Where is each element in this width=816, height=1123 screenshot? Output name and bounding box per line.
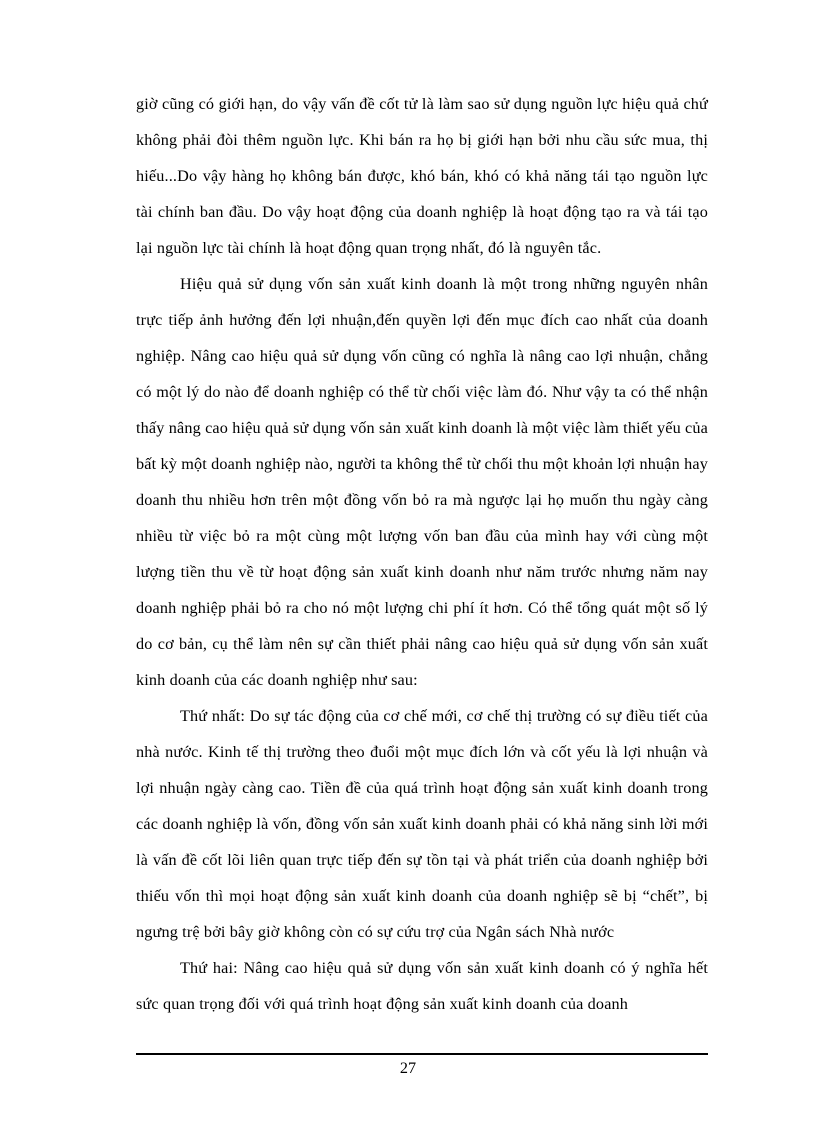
paragraph: Thứ hai: Nâng cao hiệu quả sử dụng vốn sản xuất kinh doanh có ý nghĩa hết sức quan trọng đối với quá trình hoạt động sản xuất kinh doanh của doanh	[136, 959, 708, 1013]
paragraph: Thứ nhất: Do sự tác động của cơ chế mới, cơ chế thị trường có sự điều tiết của nhà nước. Kinh tế thị trường theo đuổi một mục đích lớn và cốt yếu là lợi nhuận và lợi nhuận ngày càng cao. Tiền đề của quá trình hoạt động sản xuất kinh doanh trong các doanh nghiệp là vốn, đồng vốn sản xuất kinh doanh phải có khả năng sinh lời mới là vấn đề cốt lõi liên quan trực tiếp đến sự tồn tại và phát triển của doanh nghiệp bởi thiếu vốn thì mọi hoạt động sản xuất kinh doanh của doanh nghiệp sẽ bị “chết”, bị ngưng trệ bởi bây giờ không còn có sự cứu trợ của Ngân sách Nhà nước	[136, 707, 708, 941]
page-body	[136, 86, 708, 1022]
page-number: 27	[399, 1059, 417, 1077]
paragraph: Hiệu quả sử dụng vốn sản xuất kinh doanh là một trong những nguyên nhân trực tiếp ảnh hưởng đến lợi nhuận,đến quyền lợi đến mục đích cao nhất của doanh nghiệp. Nâng cao hiệu quả sử dụng vốn cũng có nghĩa là nâng cao lợi nhuận, chẳng có một lý do nào để doanh nghiệp có thể từ chối việc làm đó. Như vậy ta có thể nhận thấy nâng cao hiệu quả sử dụng vốn sản xuất kinh doanh là một việc làm thiết yếu của bất kỳ một doanh nghiệp nào, người ta không thể từ chối thu một khoản lợi nhuận hay doanh thu nhiều hơn trên một đồng vốn bỏ ra mà ngược lại họ muốn thu ngày càng nhiều từ việc bỏ ra một cùng một lượng vốn ban đầu của mình hay với cùng một lượng tiền thu về từ hoạt động sản xuất kinh doanh như năm trước nhưng năm nay doanh nghiệp phải bỏ ra cho nó một lượng chi phí ít hơn. Có thể tổng quát một số lý do cơ bản, cụ thể làm nên sự cần thiết phải nâng cao hiệu quả sử dụng vốn sản xuất kinh doanh của các doanh nghiệp như sau:	[136, 275, 708, 689]
paragraph: giờ cũng có giới hạn, do vậy vấn đề cốt tử là làm sao sử dụng nguồn lực hiệu quả chứ không phải đòi thêm nguồn lực. Khi bán ra họ bị giới hạn bởi nhu cầu sức mua, thị hiếu...Do vậy hàng họ không bán được, khó bán, khó có khả năng tái tạo nguồn lực tài chính ban đầu. Do vậy hoạt động của doanh nghiệp là hoạt động tạo ra và tái tạo lại nguồn lực tài chính là hoạt động quan trọng nhất, đó là nguyên tắc.	[136, 95, 708, 257]
footer-divider	[136, 1053, 708, 1055]
